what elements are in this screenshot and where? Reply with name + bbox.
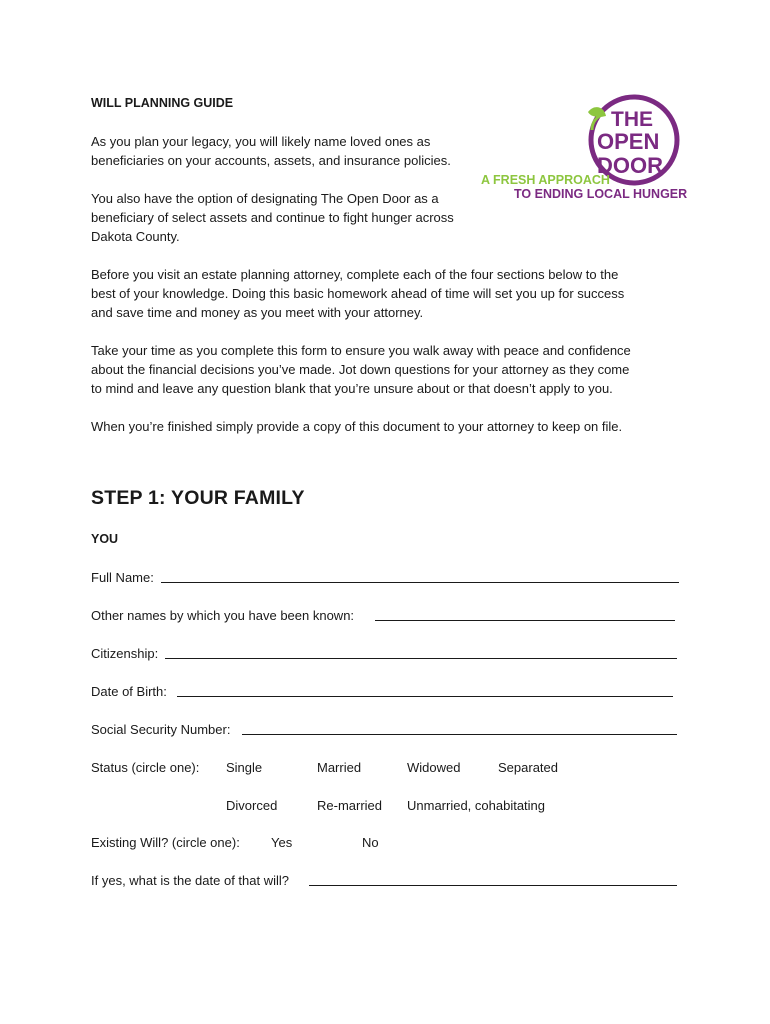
logo-word-door: DOOR	[597, 153, 663, 178]
existing-will-option-yes[interactable]: Yes	[271, 835, 293, 850]
other-names-label: Other names by which you have been known:	[91, 608, 355, 623]
dob-label: Date of Birth:	[91, 684, 167, 699]
intro-p3-line2: best of your knowledge. Doing this basic homework ahead of time will set you up for success	[91, 286, 625, 301]
intro-p5-line1: When you’re finished simply provide a copy of this document to your attorney to keep on file.	[91, 419, 623, 434]
existing-will-option-no[interactable]: No	[362, 835, 379, 850]
logo-word-the: THE	[611, 108, 653, 131]
intro-p1-line1: As you plan your legacy, you will likely name loved ones as	[91, 134, 431, 149]
intro-p1-line2: beneficiaries on your accounts, assets, and insurance policies.	[91, 153, 451, 168]
will-date-row	[91, 871, 677, 890]
the-open-door-logo	[480, 94, 690, 206]
logo-graphic	[480, 94, 690, 206]
status-option-unmarried-cohabitating[interactable]: Unmarried, cohabitating	[407, 798, 546, 813]
ssn-field[interactable]	[242, 734, 677, 735]
full-name-label: Full Name:	[91, 570, 154, 585]
intro-p3-line3: and save time and money as you meet with your attorney.	[91, 305, 424, 320]
status-option-divorced[interactable]: Divorced	[226, 798, 278, 813]
other-names-row	[91, 606, 676, 625]
will-date-field[interactable]	[309, 885, 677, 886]
status-option-remarried[interactable]: Re-married	[317, 798, 383, 813]
status-option-single[interactable]: Single	[226, 760, 263, 775]
logo-word-open: OPEN	[597, 129, 660, 154]
ssn-label: Social Security Number:	[91, 722, 231, 737]
status-label: Status (circle one):	[91, 760, 200, 775]
dob-field-right[interactable]	[373, 696, 673, 697]
section-you-heading: YOU	[91, 532, 119, 546]
logo-tagline-2: TO ENDING LOCAL HUNGER	[514, 187, 688, 201]
intro-p2-line1: You also have the option of designating The Open Door as a	[91, 191, 439, 206]
intro-p2-line2: beneficiary of select assets and continue to fight hunger across	[91, 210, 454, 225]
step1-title: STEP 1: YOUR FAMILY	[91, 487, 305, 509]
full-name-row	[91, 568, 679, 587]
existing-will-label: Existing Will? (circle one):	[91, 835, 240, 850]
intro-p3-line1: Before you visit an estate planning attorney, complete each of the four sections below to the	[91, 267, 619, 282]
other-names-field[interactable]	[375, 620, 675, 621]
will-date-label: If yes, what is the date of that will?	[91, 873, 289, 888]
guide-title: WILL PLANNING GUIDE	[91, 96, 234, 110]
full-name-field[interactable]	[161, 582, 679, 583]
dob-row	[91, 682, 673, 701]
intro-p2-line3: Dakota County.	[91, 229, 180, 244]
citizenship-label: Citizenship:	[91, 646, 159, 661]
status-option-married[interactable]: Married	[317, 760, 362, 775]
intro-p4-line3: to mind and leave any question blank that you’re unsure about or that doesn’t apply to you.	[91, 381, 613, 396]
logo-tagline-1: A FRESH APPROACH	[481, 173, 610, 187]
status-option-separated[interactable]: Separated	[498, 760, 558, 775]
ssn-row	[91, 720, 677, 739]
intro-p4-line1: Take your time as you complete this form to ensure you walk away with peace and confidence	[91, 343, 631, 358]
intro-p4-line2: about the financial decisions you’ve made. Jot down questions for your attorney as they come	[91, 362, 630, 377]
citizenship-row	[91, 644, 677, 663]
citizenship-field[interactable]	[165, 658, 677, 659]
dob-field-left[interactable]	[177, 696, 373, 697]
status-option-widowed[interactable]: Widowed	[407, 760, 461, 775]
